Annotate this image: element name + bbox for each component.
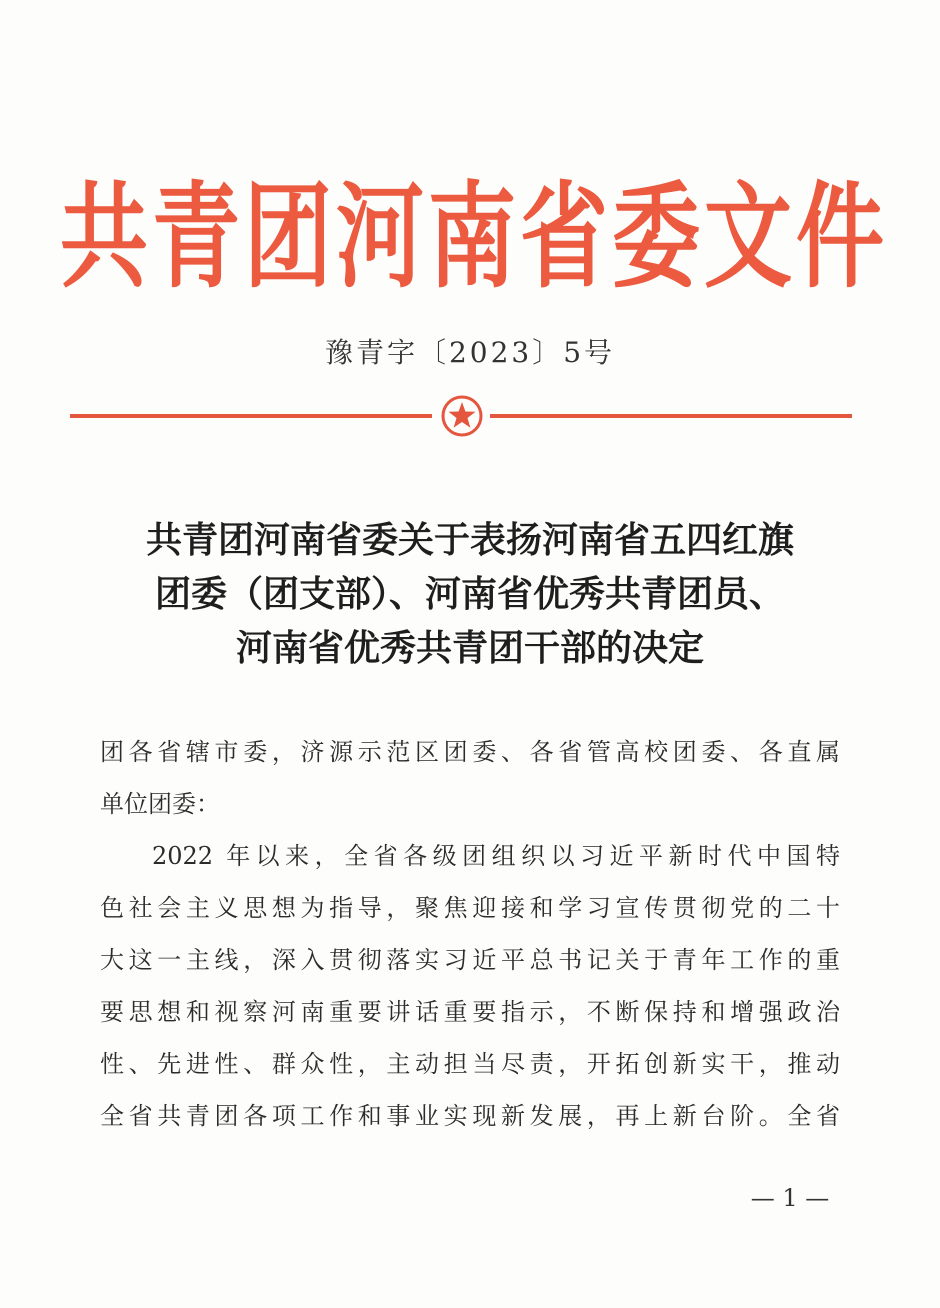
divider-line-left: [70, 414, 432, 418]
addressee-line-1: 团各省辖市委，济源示范区团委、各省管高校团委、各直属: [100, 738, 840, 766]
body-line-4: 要思想和视察河南重要讲话重要指示，不断保持和增强政治: [100, 998, 840, 1026]
title-line-1: 共青团河南省委关于表扬河南省五四红旗: [145, 520, 794, 561]
red-star-icon: [440, 394, 484, 438]
body-line-5: 性、先进性、群众性，主动担当尽责，开拓创新实干，推动: [100, 1050, 840, 1078]
divider-line-right: [490, 414, 852, 418]
body-line-2: 色社会主义思想为指导，聚焦迎接和学习宣传贯彻党的二十: [100, 894, 840, 922]
addressee-line-2: 单位团委：: [100, 790, 220, 818]
title-line-3: 河南省优秀共青团干部的决定: [235, 628, 704, 669]
document-title: [60, 514, 880, 676]
masthead-title: 共青团河南省委文件: [60, 169, 889, 304]
document-body: [100, 726, 840, 1142]
body-line-3: 大这一主线，深入贯彻落实习近平总书记关于青年工作的重: [100, 946, 840, 974]
red-divider: [70, 392, 852, 442]
page-number: — 1 —: [750, 1184, 830, 1212]
body-line-1: 2022 年以来，全省各级团组织以习近平新时代中国特: [152, 842, 840, 870]
body-line-6: 全省共青团各项工作和事业实现新发展，再上新台阶。全省: [100, 1102, 840, 1130]
title-line-2: 团委（团支部）、河南省优秀共青团员、: [154, 574, 785, 615]
document-number: 豫青字〔2023〕5号: [324, 336, 616, 369]
